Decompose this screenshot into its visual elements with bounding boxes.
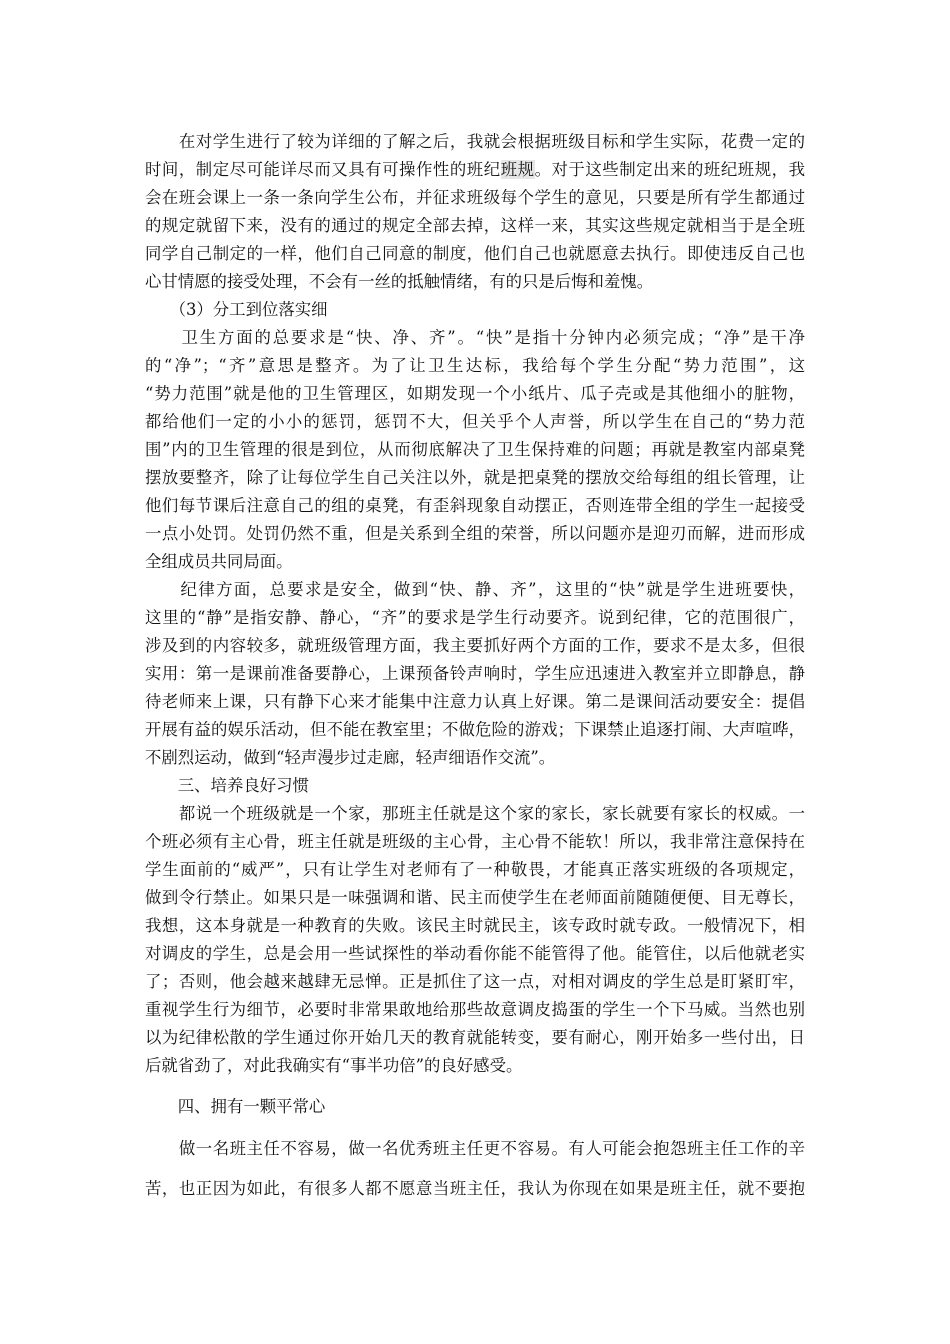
paragraph-line: 开展有益的娱乐活动，但不能在教室里；不做危险的游戏；下课禁止追逐打闹、大声喧哗， [145, 720, 805, 739]
paragraph-line: 围”内的卫生管理的很是到位，从而彻底解决了卫生保持难的问题；再就是教室内部桌凳 [145, 440, 805, 459]
paragraph-line: 学生面前的“威严”，只有让学生对老师有了一种敬畏，才能真正落实班级的各项规定， [145, 860, 805, 879]
section-heading: 三、培养良好习惯 [145, 776, 309, 795]
paragraph-line: 不剧烈运动，做到“轻声漫步过走廊，轻声细语作交流”。 [145, 748, 556, 767]
paragraph-line: 重视学生行为细节，必要时非常果敢地给那些故意调皮捣蛋的学生一个下马威。当然也别 [145, 1000, 805, 1019]
paragraph-line: “势力范围”就是他的卫生管理区，如期发现一个小纸片、瓜子壳或是其他细小的脏物， [145, 384, 805, 403]
paragraph-line: 后就省劲了，对此我确实有“事半功倍”的良好感受。 [145, 1056, 523, 1075]
paragraph-line: 我想，这本身就是一种教育的失败。该民主时就民主，该专政时就专政。一般情况下，相 [145, 916, 805, 935]
paragraph-line: 卫生方面的总要求是“快、净、齐”。“快”是指十分钟内必须完成；“净”是干净 [145, 328, 805, 347]
text-span: 时间，制定尽可能详尽而又具有可操作性的班纪 [145, 160, 501, 179]
paragraph-line: 心甘情愿的接受处理，不会有一丝的抵触情绪，有的只是后悔和羞愧。 [145, 272, 654, 291]
paragraph-line: 涉及到的内容较多，就班级管理方面，我主要抓好两个方面的工作，要求不是太多，但很 [145, 636, 805, 655]
paragraph-line: 的规定就留下来，没有的通过的规定全部去掉，这样一来，其实这些规定就相当于是全班 [145, 216, 805, 235]
paragraph-line: 这里的“静”是指安静、静心，“齐”的要求是学生行动要齐。说到纪律，它的范围很广， [145, 608, 805, 627]
paragraph-line: 摆放要整齐，除了让每位学生自己关注以外，就是把桌凳的摆放交给每组的组长管理，让 [145, 468, 805, 487]
paragraph-line [145, 158, 805, 184]
paragraph-line: 苦，也正因为如此，有很多人都不愿意当班主任，我认为你现在如果是班主任，就不要抱 [145, 1179, 805, 1198]
section-heading: （3）分工到位落实细 [145, 300, 328, 319]
text-span: 。对于这些制定出来的班纪班规，我 [534, 160, 805, 179]
paragraph-line: 实用：第一是课前准备要静心，上课预备铃声响时，学生应迅速进入教室并立即静息，静 [145, 664, 805, 683]
paragraph-line: 同学自己制定的一样，他们自己同意的制度，他们自己也就愿意去执行。即使违反自己也 [145, 244, 805, 263]
paragraph-line: 了；否则，他会越来越肆无忌惮。正是抓住了这一点，对相对调皮的学生总是盯紧盯牢， [145, 972, 805, 991]
paragraph-line: 纪律方面，总要求是安全，做到“快、静、齐”，这里的“快”就是学生进班要快， [145, 580, 805, 599]
paragraph-line: 会在班会课上一条一条向学生公布，并征求班级每个学生的意见，只要是所有学生都通过 [145, 188, 805, 207]
paragraph-line: 做到令行禁止。如果只是一味强调和谐、民主而使学生在老师面前随随便便、目无尊长， [145, 888, 805, 907]
paragraph-line: 个班必须有主心骨，班主任就是班级的主心骨，主心骨不能软！所以，我非常注意保持在 [145, 832, 805, 851]
paragraph-line: 都说一个班级就是一个家，那班主任就是这个家的家长，家长就要有家长的权威。一 [145, 804, 805, 823]
paragraph-line: 一点小处罚。处罚仍然不重，但是关系到全组的荣誉，所以问题亦是迎刃而解，进而形成 [145, 524, 805, 543]
paragraph-line: 全组成员共同局面。 [145, 552, 293, 571]
paragraph-line: 以为纪律松散的学生通过你开始几天的教育就能转变，要有耐心，刚开始多一些付出，日 [145, 1028, 805, 1047]
paragraph-line: 在对学生进行了较为详细的了解之后，我就会根据班级目标和学生实际，花费一定的 [145, 132, 805, 151]
paragraph-line: 待老师来上课，只有静下心来才能集中注意力认真上好课。第二是课间活动要安全：提倡 [145, 692, 805, 711]
highlighted-text: 班规 [500, 160, 535, 179]
section-heading: 四、拥有一颗平常心 [145, 1097, 326, 1116]
paragraph-line: 做一名班主任不容易，做一名优秀班主任更不容易。有人可能会抱怨班主任工作的辛 [145, 1139, 805, 1158]
paragraph-line: 对调皮的学生，总是会用一些试探性的举动看你能不能管得了他。能管住，以后他就老实 [145, 944, 805, 963]
paragraph-line: 都给他们一定的小小的惩罚，惩罚不大，但关乎个人声誉，所以学生在自己的“势力范 [145, 412, 805, 431]
paragraph-line: 的“净”；“齐”意思是整齐。为了让卫生达标，我给每个学生分配“势力范围”，这 [145, 356, 805, 375]
paragraph-line: 他们每节课后注意自己的组的桌凳，有歪斜现象自动摆正，否则连带全组的学生一起接受 [145, 496, 805, 515]
